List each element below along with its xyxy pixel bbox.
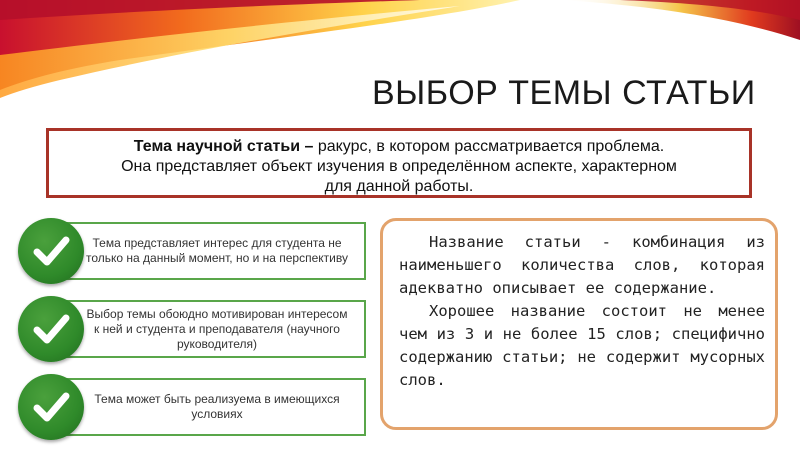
checkmark-icon: [18, 218, 84, 284]
criterion-text: Выбор темы обоюдно мотивирован интересом к ней и студента и преподавателя (научного руководителя): [62, 300, 366, 358]
info-paragraph-1: Название статьи - комбинация из наименьшего количества слов, которая адекватно описывает ее содержание.: [399, 233, 765, 297]
definition-term: Тема научной статьи –: [133, 138, 318, 155]
definition-line-2: Она представляет объект изучения в определённом аспекте, характерном: [121, 158, 677, 175]
info-paragraph-2: Хорошее название состоит не менее чем из 3 и не более 15 слов; специфично содержанию статьи; не содержит мусорных слов.: [399, 302, 765, 389]
checkmark-icon: [18, 296, 84, 362]
definition-line-1: [49, 137, 749, 157]
definition-box: [46, 128, 752, 198]
title-info-box: [380, 218, 778, 430]
criterion-card: [18, 218, 366, 284]
page-title: ВЫБОР ТЕМЫ СТАТЬИ: [372, 74, 756, 112]
criterion-text: Тема представляет интерес для студента не только на данный момент, но и на перспективу: [62, 222, 366, 280]
criterion-card: [18, 296, 366, 362]
definition-text: ракурс, в котором рассматривается проблема.: [317, 138, 665, 155]
criterion-text: Тема может быть реализуема в имеющихся условиях: [62, 378, 366, 436]
criterion-card: [18, 374, 366, 440]
definition-line-3: для данной работы.: [324, 178, 474, 195]
checkmark-icon: [18, 374, 84, 440]
